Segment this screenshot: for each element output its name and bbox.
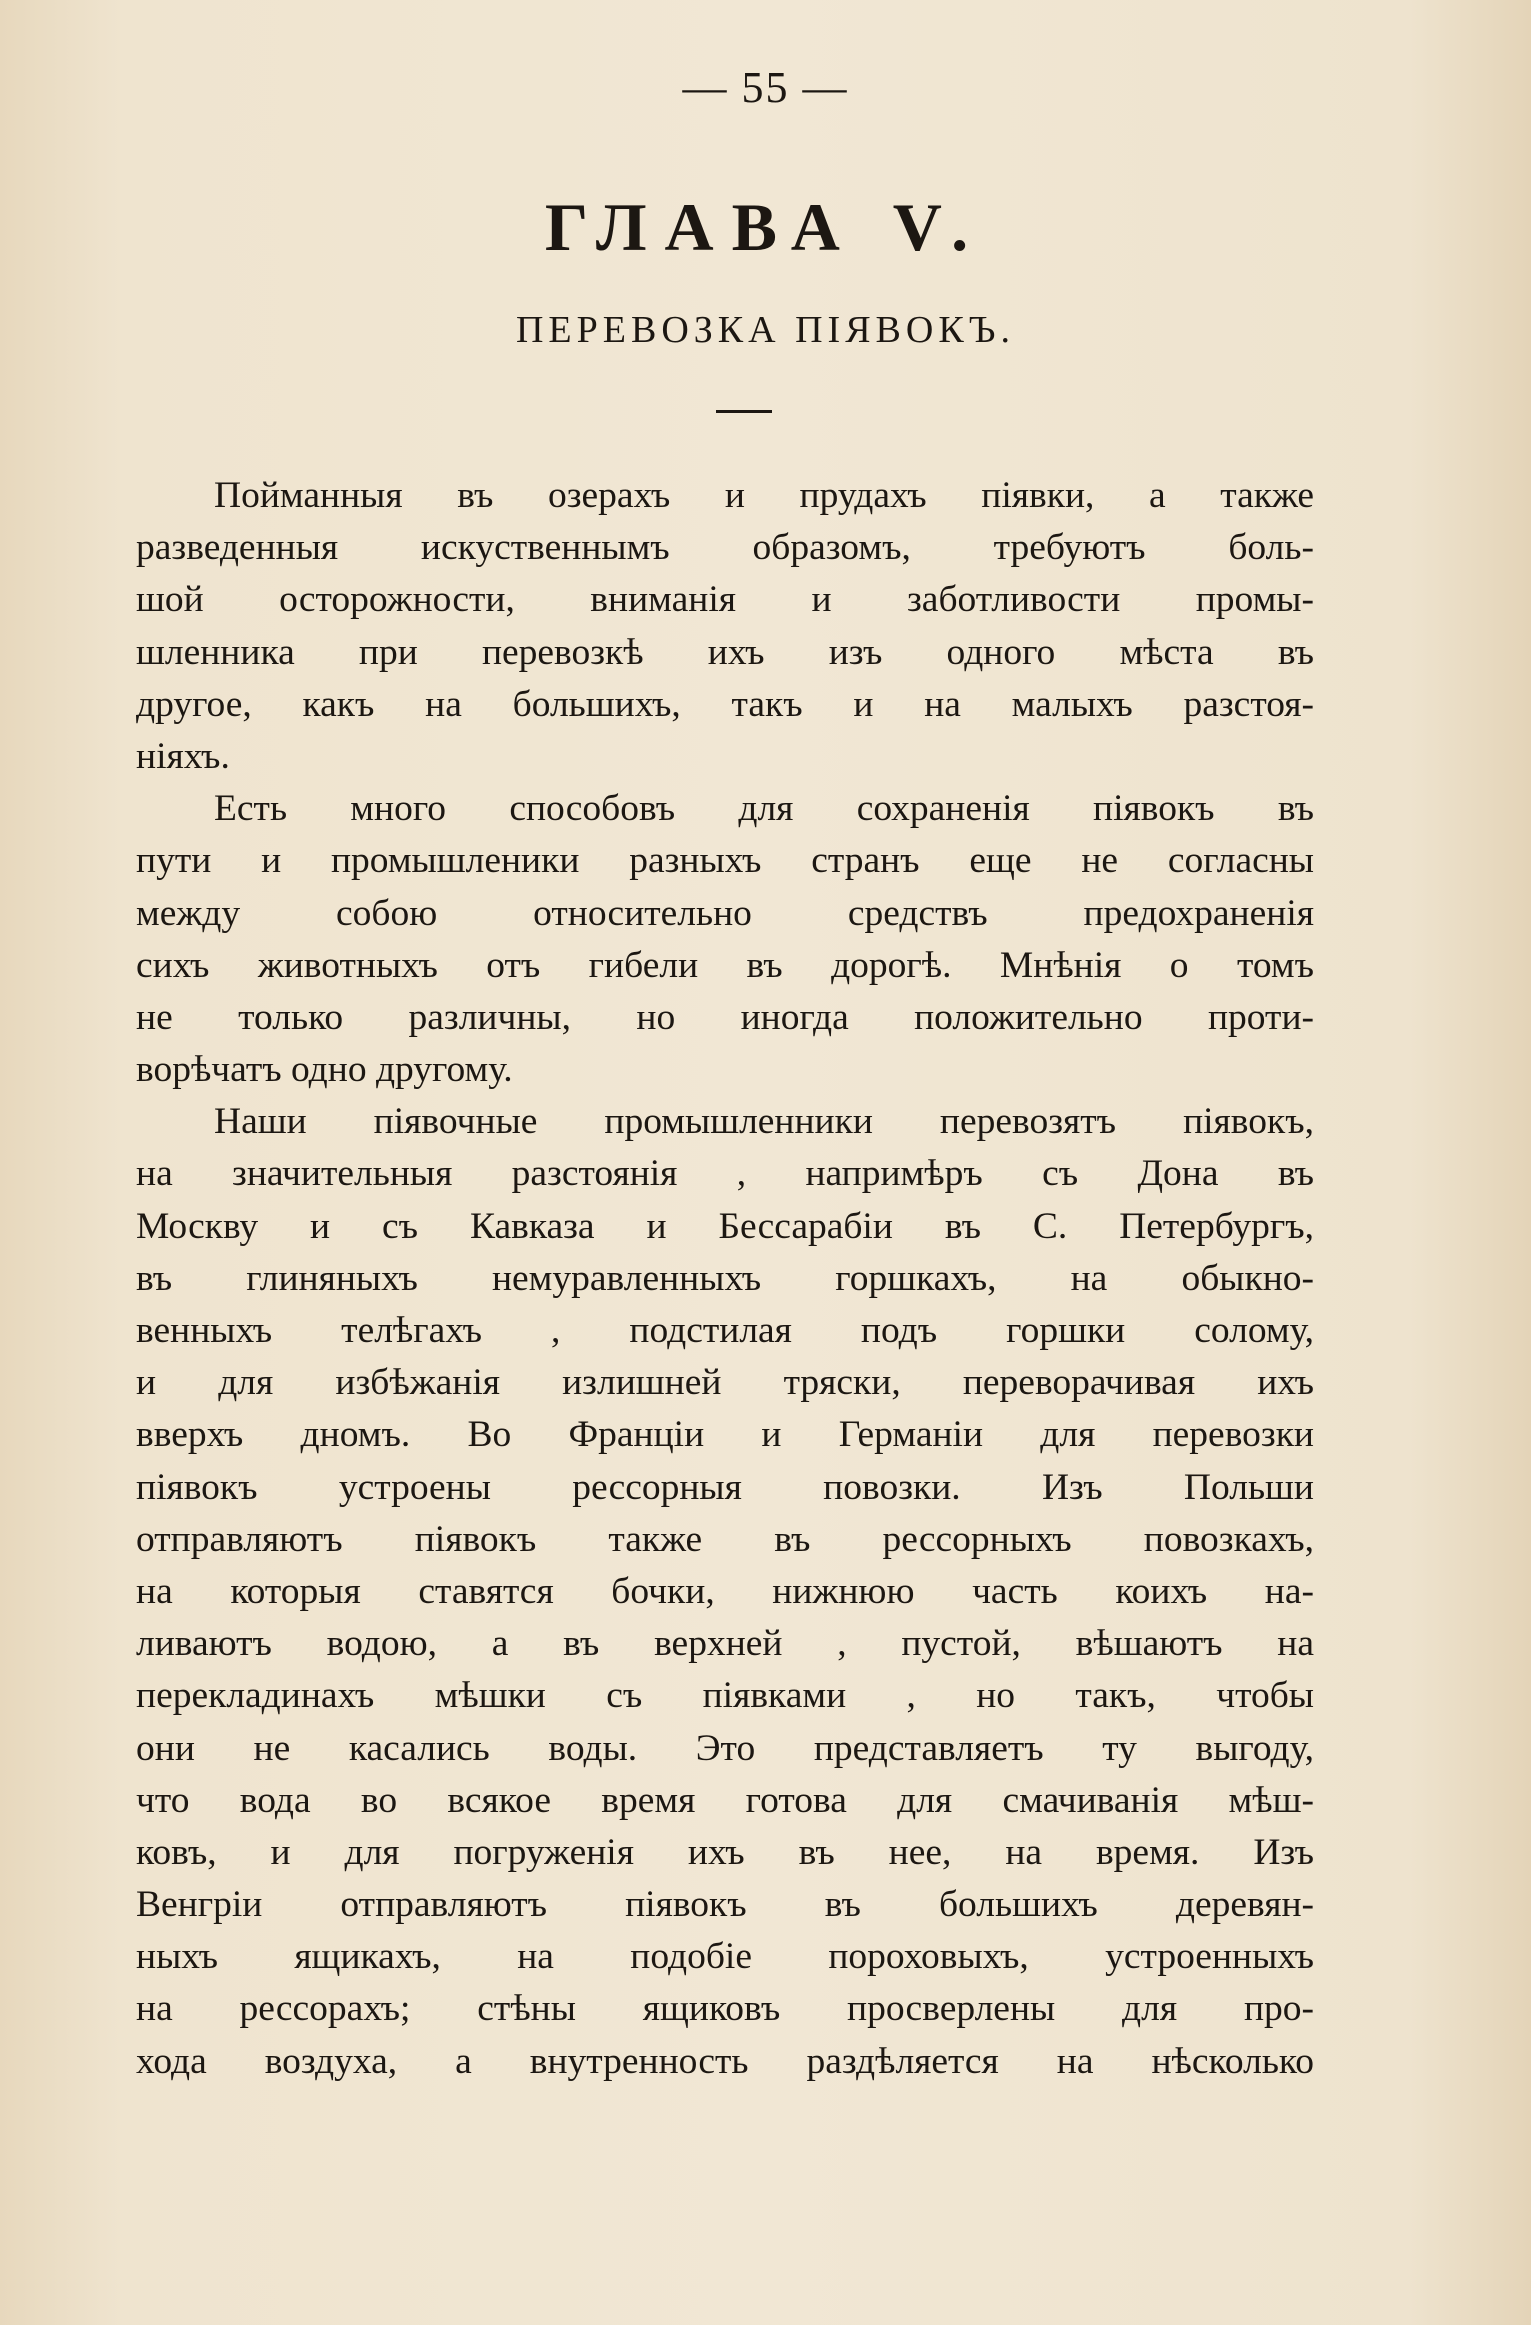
text-line: хода воздуха, а внутренность раздѣляется на нѣсколько bbox=[136, 2040, 1314, 2082]
text-line: что вода во всякое время готова для смачиванія мѣш- bbox=[136, 1779, 1314, 1821]
text-line: и для избѣжанія излишней тряски, переворачивая ихъ bbox=[136, 1362, 1314, 1404]
text-line: ливаютъ водою, а въ верхней , пустой, вѣшаютъ на bbox=[136, 1623, 1314, 1665]
text-line: шленника при перевозкѣ ихъ изъ одного мѣста въ bbox=[136, 631, 1314, 673]
text-line: въ глиняныхъ немуравленныхъ горшкахъ, на обыкно- bbox=[136, 1257, 1314, 1299]
text-line: отправляютъ піявокъ также въ рессорныхъ повозкахъ, bbox=[136, 1518, 1314, 1560]
text-line: перекладинахъ мѣшки съ піявками , но такъ, чтобы bbox=[136, 1675, 1314, 1717]
text-line: ніяхъ. bbox=[136, 735, 230, 777]
text-line: на рессорахъ; стѣны ящиковъ просверлены для про- bbox=[136, 1988, 1314, 2030]
text-line: на которыя ставятся бочки, нижнюю часть коихъ на- bbox=[136, 1570, 1314, 1612]
text-line: между собою относительно средствъ предохраненія bbox=[136, 892, 1314, 934]
text-line: сихъ животныхъ отъ гибели въ дорогѣ. Мнѣнія о томъ bbox=[136, 944, 1314, 986]
text-line: Пойманныя въ озерахъ и прудахъ піявки, а также bbox=[214, 475, 1314, 516]
text-line: не только различны, но иногда положительно проти- bbox=[136, 996, 1314, 1038]
text-line: ворѣчатъ одно другому. bbox=[136, 1049, 513, 1091]
page-number: — 55 — bbox=[682, 63, 849, 112]
text-line: венныхъ телѣгахъ , подстилая подъ горшки солому, bbox=[136, 1310, 1314, 1351]
text-line: піявокъ устроены рессорныя повозки. Изъ Польши bbox=[136, 1466, 1314, 1508]
text-line: ковъ, и для погруженія ихъ въ нее, на время. Изъ bbox=[136, 1831, 1314, 1873]
text-line: вверхъ дномъ. Во Франціи и Германіи для перевозки bbox=[136, 1414, 1314, 1456]
text-line: Есть много способовъ для сохраненія піявокъ въ bbox=[214, 788, 1314, 830]
text-line: Наши піявочные промышленники перевозятъ піявокъ, bbox=[214, 1101, 1314, 1143]
text-line: пути и промышленики разныхъ странъ еще не согласны bbox=[136, 840, 1314, 882]
body-text bbox=[136, 470, 1314, 2088]
text-line: они не касались воды. Это представляетъ ту выгоду, bbox=[136, 1727, 1314, 1769]
text-line: шой осторожности, вниманія и заботливости промы- bbox=[136, 579, 1314, 621]
text-line: на значительныя разстоянія , напримѣръ съ Дона въ bbox=[136, 1153, 1314, 1195]
text-line: разведенныя искуственнымъ образомъ, требуютъ боль- bbox=[136, 527, 1314, 569]
section-divider bbox=[716, 410, 772, 413]
text-line: другое, какъ на большихъ, такъ и на малыхъ разстоя- bbox=[136, 683, 1314, 725]
text-line: ныхъ ящикахъ, на подобіе пороховыхъ, устроенныхъ bbox=[136, 1936, 1314, 1978]
text-line: Москву и съ Кавказа и Бессарабіи въ С. Петербургъ, bbox=[136, 1205, 1314, 1247]
chapter-subtitle: ПЕРЕВОЗКА ПІЯВОКЪ. bbox=[515, 309, 1016, 351]
text-line: Венгріи отправляютъ піявокъ въ большихъ деревян- bbox=[136, 1884, 1314, 1926]
chapter-heading: ГЛАВА V. bbox=[544, 189, 987, 265]
